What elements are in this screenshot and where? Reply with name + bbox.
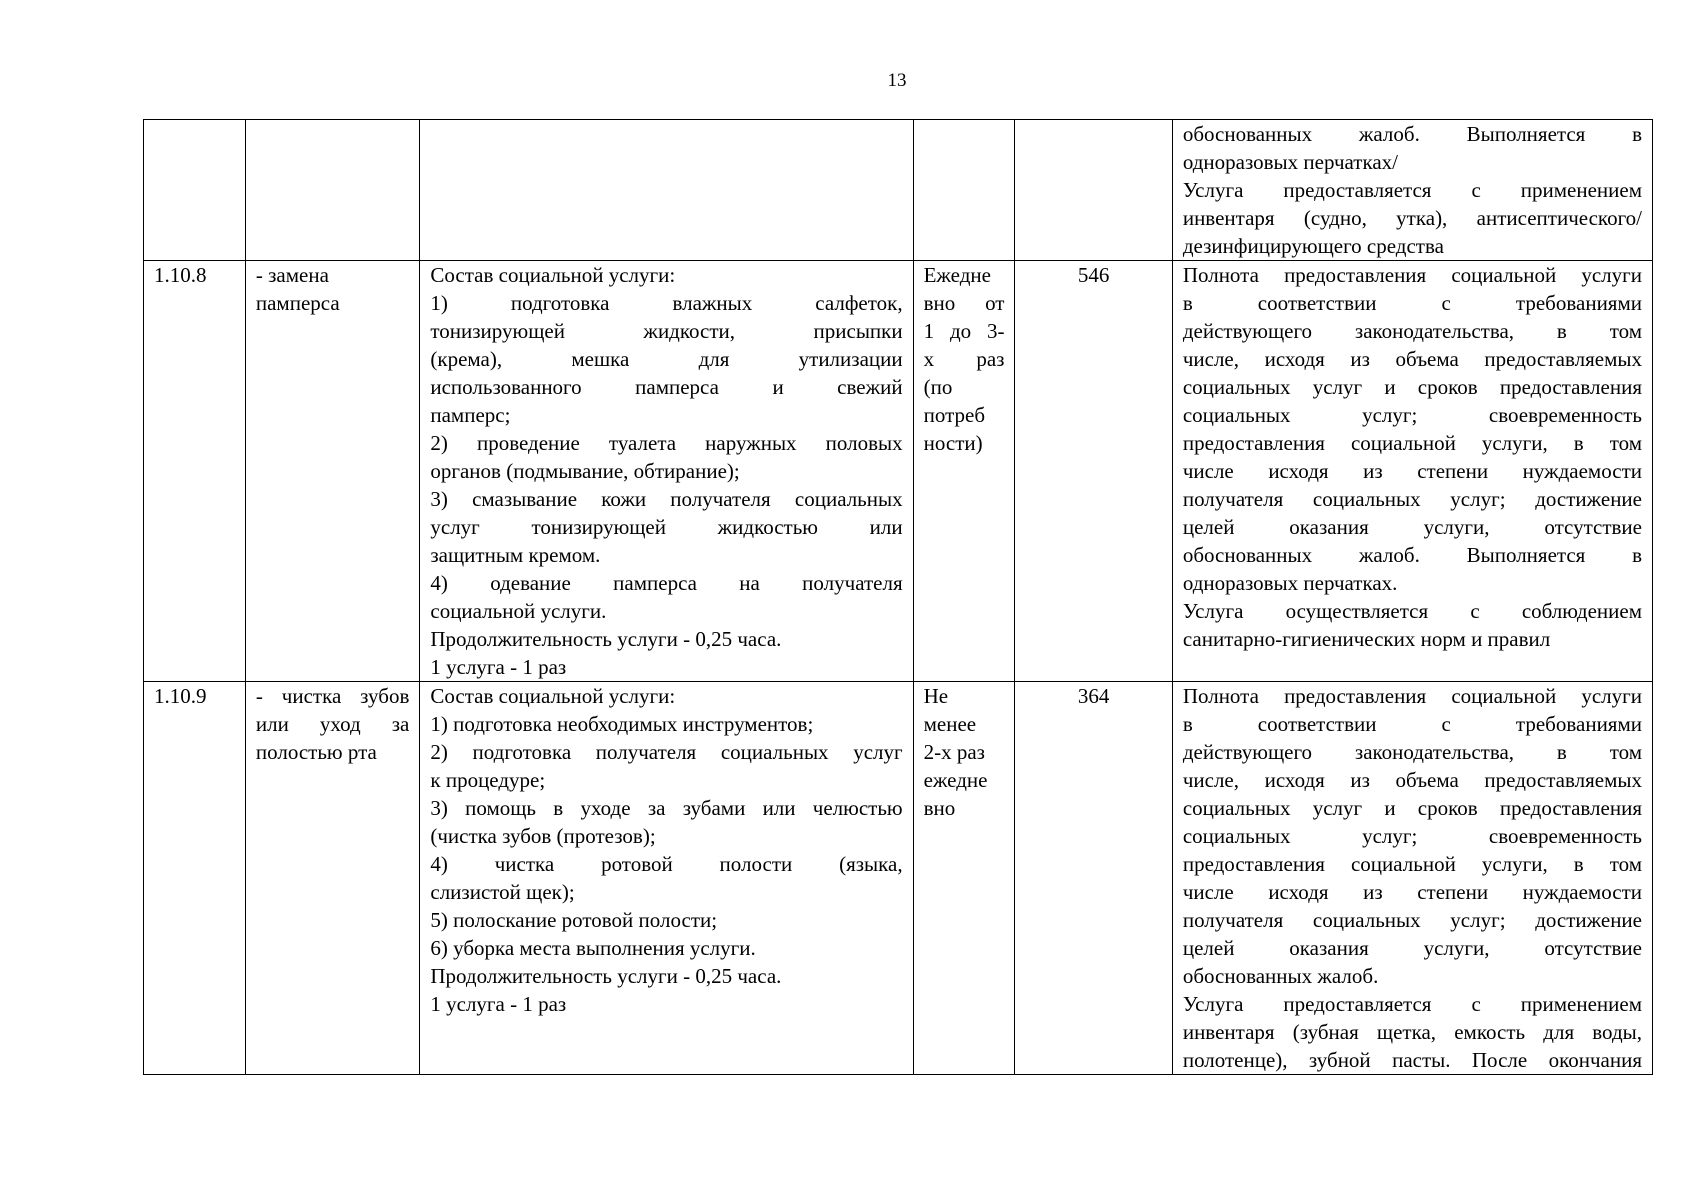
cell-text-line: 2) проведение туалета наружных половых (430, 431, 903, 455)
cell-text-line: действующего законодательства, в том (1182, 319, 1642, 343)
cell-text-line: ности) (923, 431, 983, 455)
cell-text-line: 1 услуга - 1 раз (430, 655, 567, 679)
cell-text-line: Ежедне (923, 263, 991, 287)
cell-text-line: социальных услуг; своевременность (1182, 824, 1642, 848)
cell-text-line: 4) одевание памперса на получателя (430, 571, 903, 595)
cell-text-line: 3) смазывание кожи получателя социальных (430, 487, 903, 511)
cell-text-line: тонизирующей жидкости, присыпки (430, 319, 903, 343)
cell-text-line: (по (923, 375, 953, 399)
cell-text-line: 2-х раз (923, 740, 985, 764)
table-row (144, 261, 1653, 682)
cell-text-line: 6) уборка места выполнения услуги. (430, 936, 756, 960)
cell-text-line: памперса (255, 291, 340, 315)
page-number: 13 (887, 70, 907, 91)
cell-text-line: целей оказания услуги, отсутствие (1182, 515, 1642, 539)
cell-text-line: 1 услуга - 1 раз (430, 992, 567, 1016)
cell-text-line: Услуга предоставляется с применением (1182, 178, 1642, 202)
cell-text-line: 1) подготовка влажных салфеток, (430, 291, 903, 315)
service-composition-cell (420, 261, 913, 682)
service-code-cell (144, 120, 246, 261)
cell-text-line: Состав социальной услуги: (430, 263, 676, 287)
cell-text-line: Состав социальной услуги: (430, 684, 676, 708)
cell-text-line: 5) полоскание ротовой полости; (430, 908, 718, 932)
cell-text-line: социальных услуг и сроков предоставления (1182, 375, 1642, 399)
cell-text-line: одноразовых перчатках/ (1182, 150, 1399, 174)
cell-text-line: получателя социальных услуг; достижение (1182, 487, 1642, 511)
cell-text-line: услуг тонизирующей жидкостью или (430, 515, 903, 539)
cell-text-line: предоставления социальной услуги, в том (1182, 431, 1642, 455)
service-quality-cell (1172, 682, 1652, 1075)
cell-text-line: органов (подмывание, обтирание); (430, 459, 740, 483)
service-name-cell (245, 120, 420, 261)
cell-text-line: инвентаря (судно, утка), антисептического/ (1182, 206, 1642, 230)
cell-text-line: получателя социальных услуг; достижение (1182, 908, 1642, 932)
cell-text-line: полостью рта (255, 740, 377, 764)
cell-text-line: социальных услуг и сроков предоставления (1182, 796, 1642, 820)
cell-text-line: Продолжительность услуги - 0,25 часа. (430, 627, 782, 651)
cell-text-line: в соответствии с требованиями (1182, 712, 1642, 736)
cell-text-line: Полнота предоставления социальной услуги (1182, 684, 1642, 708)
service-quality-cell (1172, 120, 1652, 261)
cell-text-line: обоснованных жалоб. Выполняется в (1182, 122, 1642, 146)
cell-text-line: числе, исходя из объема предоставляемых (1182, 768, 1642, 792)
cell-text-line: действующего законодательства, в том (1182, 740, 1642, 764)
cell-text-line: х раз (923, 347, 1005, 371)
cell-text-line: обоснованных жалоб. Выполняется в (1182, 543, 1642, 567)
service-name-cell (245, 261, 420, 682)
cell-text-line: социальных услуг; своевременность (1182, 403, 1642, 427)
cell-text-line: в соответствии с требованиями (1182, 291, 1642, 315)
service-frequency-cell (913, 261, 1015, 682)
cell-text-line: Услуга предоставляется с применением (1182, 992, 1642, 1016)
cell-text-line: числе исходя из степени нуждаемости (1182, 880, 1642, 904)
services-table (143, 119, 1653, 1075)
cell-text-line: полотенце), зубной пасты. После окончания (1182, 1048, 1642, 1072)
service-price-cell: 546 (1015, 261, 1172, 682)
cell-text-line: дезинфицирующего средства (1182, 234, 1444, 258)
cell-text-line: числе исходя из степени нуждаемости (1182, 459, 1642, 483)
cell-text-line: памперс; (430, 403, 511, 427)
cell-text-line: числе, исходя из объема предоставляемых (1182, 347, 1642, 371)
cell-text-line: менее (923, 712, 977, 736)
cell-text-line: или уход за (255, 712, 410, 736)
service-frequency-cell (913, 120, 1015, 261)
cell-text-line: вно (923, 796, 956, 820)
cell-text-line: предоставления социальной услуги, в том (1182, 852, 1642, 876)
cell-text-line: вно от (923, 291, 1005, 315)
table-row (144, 682, 1653, 1075)
cell-text-line: Продолжительность услуги - 0,25 часа. (430, 964, 782, 988)
cell-text-line: (крема), мешка для утилизации (430, 347, 903, 371)
cell-text-line: Услуга осуществляется с соблюдением (1182, 599, 1642, 623)
cell-text-line: 1) подготовка необходимых инструментов; (430, 712, 814, 736)
table-row (144, 120, 1653, 261)
cell-text-line: слизистой щек); (430, 880, 575, 904)
cell-text-line: ежедне (923, 768, 988, 792)
cell-text-line: 3) помощь в уходе за зубами или челюстью (430, 796, 903, 820)
service-name-cell (245, 682, 420, 1075)
service-price-cell (1015, 120, 1172, 261)
services-table-body (144, 120, 1653, 1075)
cell-text-line: (чистка зубов (протезов); (430, 824, 656, 848)
cell-text-line: - замена (255, 263, 329, 287)
cell-text-line: Не (923, 684, 949, 708)
service-quality-cell (1172, 261, 1652, 682)
cell-text-line: одноразовых перчатках. (1182, 571, 1398, 595)
cell-text-line: обоснованных жалоб. (1182, 964, 1379, 988)
cell-text-line: к процедуре; (430, 768, 546, 792)
cell-text-line: защитным кремом. (430, 543, 601, 567)
cell-text-line: - чистка зубов (255, 684, 410, 708)
cell-text-line: инвентаря (зубная щетка, емкость для воды, (1182, 1020, 1642, 1044)
service-composition-cell (420, 682, 913, 1075)
cell-text-line: использованного памперса и свежий (430, 375, 903, 399)
cell-text-line: санитарно-гигиенических норм и правил (1182, 627, 1551, 651)
service-price-cell: 364 (1015, 682, 1172, 1075)
service-code-cell: 1.10.9 (144, 682, 246, 1075)
cell-text-line: Полнота предоставления социальной услуги (1182, 263, 1642, 287)
cell-text-line: 1 до 3- (923, 319, 1005, 343)
cell-text-line: целей оказания услуги, отсутствие (1182, 936, 1642, 960)
cell-text-line: социальной услуги. (430, 599, 607, 623)
service-composition-cell (420, 120, 913, 261)
cell-text-line: 4) чистка ротовой полости (языка, (430, 852, 903, 876)
cell-text-line: потреб (923, 403, 986, 427)
service-frequency-cell (913, 682, 1015, 1075)
cell-text-line: 2) подготовка получателя социальных услуг (430, 740, 903, 764)
service-code-cell: 1.10.8 (144, 261, 246, 682)
